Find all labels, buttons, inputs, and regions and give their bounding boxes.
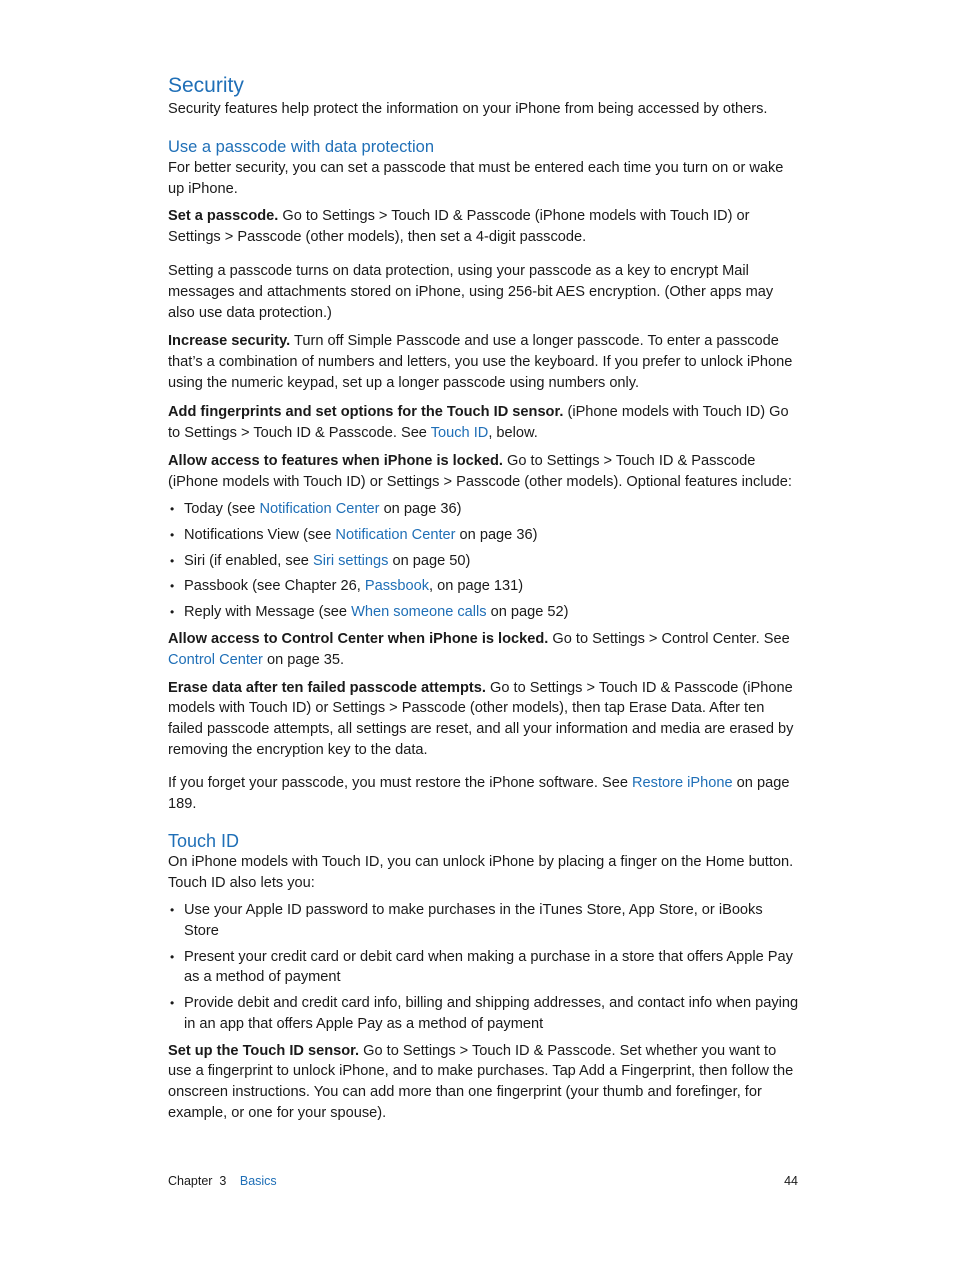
footer-chapter: Chapter 3 bbox=[168, 1174, 227, 1188]
locked-features-list bbox=[168, 499, 800, 623]
fingerprints-text: (iPhone models with Touch ID) Go to Settings > Touch ID & Passcode. See bbox=[168, 403, 789, 441]
touch-id-uses-list bbox=[168, 900, 800, 1035]
control-center-link[interactable]: Control Center bbox=[168, 651, 263, 668]
erase-data-paragraph bbox=[168, 678, 800, 761]
list-item: • Reply with Message (see When someone calls on page 52) bbox=[168, 602, 800, 623]
passcode-intro: For better security, you can set a passcode that must be entered each time you turn on or wake up iPhone. bbox=[168, 159, 784, 197]
touch-id-setup-lead: Set up the Touch ID sensor. bbox=[168, 1042, 360, 1059]
control-center-after: on page 35. bbox=[262, 651, 345, 668]
control-center-text: Go to Settings > Control Center. See bbox=[548, 630, 790, 647]
when-someone-calls-link[interactable]: When someone calls bbox=[351, 604, 487, 621]
touch-id-setup-text: Go to Settings > Touch ID & Passcode. Set whether you want to use a fingerprint to unlock iPhone, and to make purchases. Tap Add a Fingerprint, then follow the onscreen instructions. You can add more than one fingerprint (your thumb and forefinger, for example, or one for your spouse). bbox=[168, 1042, 794, 1122]
allow-features-paragraph bbox=[168, 451, 800, 493]
set-passcode-text: Go to Settings > Touch ID & Passcode (iPhone models with Touch ID) or Settings > Passcode (other models), then set a 4-digit passcode. bbox=[168, 208, 750, 246]
passbook-link[interactable]: Passbook bbox=[364, 578, 429, 595]
list-item: • Today (see Notification Center on page 36) bbox=[168, 499, 800, 520]
allow-features-text: Go to Settings > Touch ID & Passcode (iPhone models with Touch ID) or Settings > Passcode (other models). Optional features include: bbox=[168, 453, 792, 491]
erase-data-lead: Erase data after ten failed passcode attempts. bbox=[168, 679, 486, 696]
notification-center-link[interactable]: Notification Center bbox=[259, 500, 380, 517]
list-item: • Notifications View (see Notification Center on page 36) bbox=[168, 525, 800, 546]
page-number: 44 bbox=[784, 1174, 798, 1188]
footer-section-link[interactable]: Basics bbox=[239, 1174, 277, 1188]
list-item: • Siri (if enabled, see Siri settings on page 50) bbox=[168, 551, 800, 572]
list-item: • Provide debit and credit card info, billing and shipping addresses, and contact info when paying in an app that offers Apple Pay as a method of payment bbox=[168, 993, 800, 1035]
restore-iphone-link[interactable]: Restore iPhone bbox=[632, 774, 733, 791]
set-passcode-lead: Set a passcode. bbox=[168, 208, 279, 225]
touch-id-intro: On iPhone models with Touch ID, you can unlock iPhone by placing a finger on the Home button. Touch ID also lets you: bbox=[168, 854, 794, 892]
set-passcode-paragraph bbox=[168, 206, 800, 248]
page-footer bbox=[168, 1172, 798, 1190]
increase-security-paragraph bbox=[168, 331, 800, 393]
control-center-paragraph bbox=[168, 629, 800, 671]
notification-center-link[interactable]: Notification Center bbox=[335, 526, 456, 543]
forget-passcode-after: on page 189. bbox=[168, 774, 790, 812]
subsection-title-touch-id: Touch ID bbox=[168, 831, 240, 852]
fingerprints-after: , below. bbox=[488, 424, 538, 441]
list-item: • Use your Apple ID password to make purchases in the iTunes Store, App Store, or iBooks Store bbox=[168, 900, 800, 942]
increase-security-lead: Increase security. bbox=[168, 333, 291, 350]
increase-security-text: Turn off Simple Passcode and use a longer passcode. To enter a passcode that’s a combination of numbers and letters, you use the keyboard. If you prefer to unlock iPhone using the numeric keypad, set up a longer passcode using numbers only. bbox=[168, 333, 793, 391]
touch-id-setup-paragraph bbox=[168, 1041, 800, 1124]
control-center-lead: Allow access to Control Center when iPhone is locked. bbox=[168, 630, 549, 647]
list-item: • Passbook (see Chapter 26, Passbook, on page 131) bbox=[168, 576, 800, 597]
forget-passcode-text: If you forget your passcode, you must restore the iPhone software. See bbox=[168, 774, 633, 791]
security-intro: Security features help protect the information on your iPhone from being accessed by others. bbox=[168, 101, 768, 117]
siri-settings-link[interactable]: Siri settings bbox=[312, 552, 389, 569]
data-protection-paragraph: Setting a passcode turns on data protection, using your passcode as a key to encrypt Mail messages and attachments stored on iPhone, using 256-bit AES encryption. (Other apps may also use data protection.) bbox=[168, 262, 774, 321]
touch-id-link[interactable]: Touch ID bbox=[430, 424, 489, 441]
forget-passcode-paragraph bbox=[168, 773, 800, 815]
erase-data-text: Go to Settings > Touch ID & Passcode (iPhone models with Touch ID) or Settings > Passcode (other models), then tap Erase Data. After ten failed passcode attempts, all settings are reset, and all your information and media are erased by removing the encryption key to the data. bbox=[168, 679, 794, 758]
fingerprints-paragraph bbox=[168, 402, 800, 444]
subsection-title-passcode: Use a passcode with data protection bbox=[168, 137, 434, 156]
fingerprints-lead: Add fingerprints and set options for the Touch ID sensor. bbox=[168, 403, 564, 420]
list-item: • Present your credit card or debit card when making a purchase in a store that offers Apple Pay as a method of payment bbox=[168, 947, 800, 989]
allow-features-lead: Allow access to features when iPhone is locked. bbox=[168, 453, 503, 470]
document-page bbox=[168, 70, 800, 1124]
section-title-security: Security bbox=[168, 74, 244, 97]
